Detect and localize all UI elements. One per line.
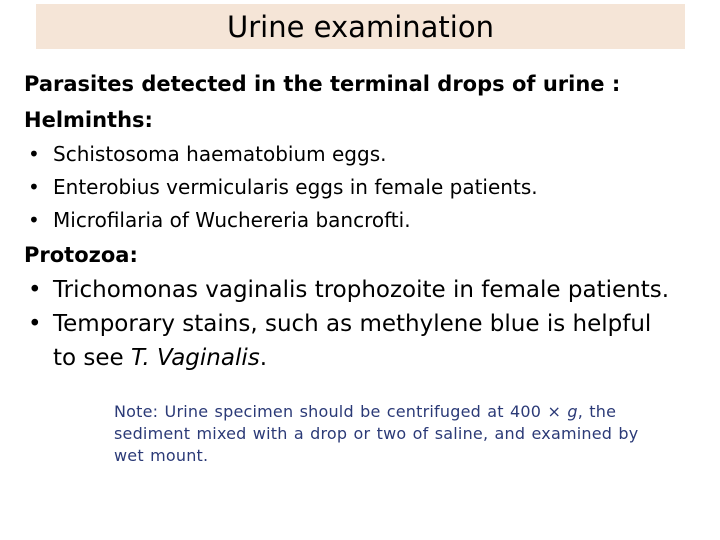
note-line [114,401,704,423]
note-line: wet mount. [114,446,209,465]
protozoa-list [24,273,714,375]
list-item-text: Schistosoma haematobium eggs. [53,142,387,166]
list-item-text: Trichomonas vaginalis trophozoite in female patients. [53,277,670,303]
bullet-icon: • [28,208,40,232]
note-text: , the [577,402,617,421]
list-item [24,138,714,171]
note-line: sediment mixed with a drop or two of saline, and examined by [114,424,639,443]
page-title: Urine examination [227,10,494,44]
list-item-text: Enterobius vermicularis eggs in female patients. [53,175,538,199]
list-item [24,204,714,237]
title-banner [36,4,685,49]
list-item-text-prefix: to see [53,345,131,371]
slide-content [24,66,714,375]
helminths-list [24,138,714,237]
note-text: Note: Urine specimen should be centrifuged at 400 × [114,402,568,421]
gravity-unit: g [567,402,578,421]
list-item-text-suffix: . [259,345,268,371]
bullet-icon: • [28,277,42,303]
list-item [24,273,714,307]
list-item-text: Temporary stains, such as methylene blue is helpful [53,311,652,337]
bullet-icon: • [28,311,42,337]
bullet-icon: • [28,175,40,199]
species-name: T. Vaginalis [131,345,260,371]
bullet-icon: • [28,142,40,166]
list-item [24,171,714,204]
list-item [24,307,714,375]
protozoa-heading: Protozoa: [24,243,138,267]
intro-heading: Parasites detected in the terminal drops of urine : [24,72,621,96]
helminths-heading: Helminths: [24,108,153,132]
note-block [114,401,704,467]
list-item-text: Microfilaria of Wuchereria bancrofti. [53,208,411,232]
list-item-continuation [53,341,714,375]
